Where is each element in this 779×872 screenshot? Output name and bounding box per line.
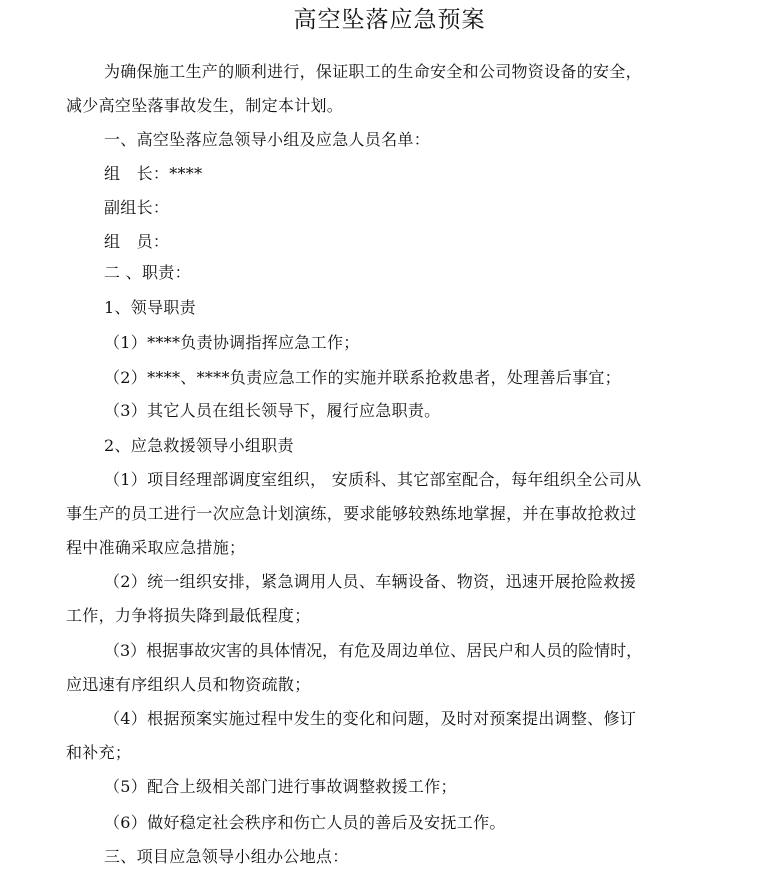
subsection-leadership-duties: 1、领导职责 xyxy=(104,298,196,317)
subsection-rescue-group-duties: 2、应急救援领导小组职责 xyxy=(104,436,294,455)
duty-item-1: （1）****负责协调指挥应急工作； xyxy=(104,333,360,352)
duty-item-2: （2）****、****负责应急工作的实施并联系抢救患者，处理善后事宜； xyxy=(104,368,621,387)
rescue-item-1-line-1: （1）项目经理部调度室组织， 安质科、其它部室配合，每年组织全公司从 xyxy=(104,470,642,489)
members-line: 组 员： xyxy=(104,232,170,251)
rescue-item-3-line-1: （3）根据事故灾害的具体情况，有危及周边单位、居民户和人员的险情时， xyxy=(104,641,643,660)
section-heading-1: 一、高空坠落应急领导小组及应急人员名单： xyxy=(104,130,431,149)
leader-line: 组 长：**** xyxy=(104,164,203,183)
rescue-item-6: （6）做好稳定社会秩序和伤亡人员的善后及安抚工作。 xyxy=(104,813,506,832)
rescue-item-2-line-2: 工作，力争将损失降到最低程度； xyxy=(66,606,311,625)
paragraph-intro-line-2: 减少高空坠落事故发生，制定本计划。 xyxy=(66,96,344,115)
rescue-item-1-line-2: 事生产的员工进行一次应急计划演练，要求能够较熟练地掌握，并在事故抢救过 xyxy=(66,504,637,523)
rescue-item-5: （5）配合上级相关部门进行事故调整救援工作； xyxy=(104,777,457,796)
rescue-item-1-line-3: 程中准确采取应急措施； xyxy=(66,538,246,557)
paragraph-intro-line-1: 为确保施工生产的顺利进行，保证职工的生命安全和公司物资设备的安全， xyxy=(104,62,642,81)
rescue-item-2-line-1: （2）统一组织安排，紧急调用人员、车辆设备、物资，迅速开展抢险救援 xyxy=(104,572,637,591)
rescue-item-3-line-2: 应迅速有序组织人员和物资疏散； xyxy=(66,675,311,694)
section-heading-2: 二 、职责： xyxy=(104,263,191,282)
deputy-leader-line: 副组长： xyxy=(104,198,170,217)
duty-item-3: （3）其它人员在组长领导下，履行应急职责。 xyxy=(104,401,441,420)
rescue-item-4-line-1: （4）根据预案实施过程中发生的变化和问题，及时对预案提出调整、修订 xyxy=(104,709,637,728)
rescue-item-4-line-2: 和补充； xyxy=(66,743,132,762)
section-heading-3: 三、项目应急领导小组办公地点： xyxy=(104,847,349,866)
document-title: 高空坠落应急预案 xyxy=(293,7,486,33)
